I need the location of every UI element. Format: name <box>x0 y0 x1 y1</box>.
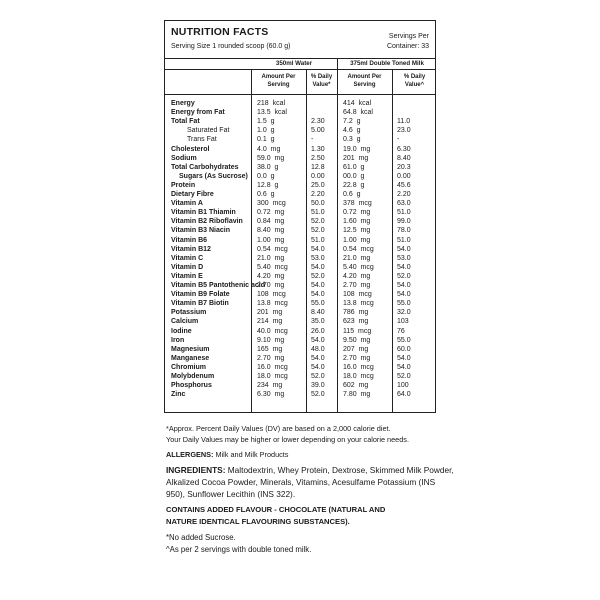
milk-amount: 4.6 g <box>343 127 361 135</box>
nutrient-name: Sodium <box>171 154 197 162</box>
milk-daily-value: 78.0 <box>397 227 411 235</box>
table-row <box>165 99 435 108</box>
table-row <box>165 263 435 272</box>
milk-daily-value: 11.0 <box>397 118 411 126</box>
subheader-text: Amount Per <box>261 74 296 80</box>
milk-amount: 602 mg <box>343 382 369 390</box>
table-row <box>165 208 435 217</box>
milk-daily-value: 8.40 <box>397 154 411 162</box>
table-row <box>165 290 435 299</box>
water-amount: 201 mg <box>257 309 283 317</box>
water-daily-value: 54.0 <box>311 263 325 271</box>
milk-amount: 207 mg <box>343 345 369 353</box>
nutrient-name: Dietary Fibre <box>171 191 214 198</box>
milk-daily-value: 64.0 <box>397 391 411 399</box>
table-row <box>165 327 435 336</box>
water-daily-value: 1.30 <box>311 145 325 153</box>
dv-note-line2: Your Daily Values may be higher or lower depending on your calorie needs. <box>166 435 409 444</box>
allergens <box>166 449 456 460</box>
milk-amount: 1.60 mg <box>343 218 371 226</box>
allergens-label: ALLERGENS: <box>166 450 214 459</box>
subheader-text: Value^ <box>404 81 425 88</box>
milk-amount: 2.70 mg <box>343 354 371 362</box>
milk-daily-value: 54.0 <box>397 282 411 289</box>
nutrient-name: Manganese <box>171 354 210 362</box>
milk-daily-value: 45.6 <box>397 181 411 189</box>
water-daily-value: 51.0 <box>311 209 325 217</box>
subheader-text: Serving <box>267 81 290 88</box>
milk-daily-value: 100 <box>397 382 409 390</box>
water-daily-value: 55.0 <box>311 300 325 308</box>
milk-daily-value: 55.0 <box>397 300 411 308</box>
milk-amount: 378 mcg <box>343 200 372 208</box>
milk-amount: 00.0 g <box>343 172 365 180</box>
milk-daily-value: - <box>397 136 400 144</box>
milk-amount: 1.00 mg <box>343 236 371 244</box>
milk-amount: 0.3 g <box>343 136 361 144</box>
nutrient-name: Magnesium <box>171 345 210 353</box>
milk-daily-value: 54.0 <box>397 263 411 271</box>
milk-daily-value: 52.0 <box>397 272 411 280</box>
water-daily-value: 26.0 <box>311 327 325 335</box>
water-amount: 13.5 kcal <box>257 109 287 117</box>
milk-daily-value: 2.20 <box>397 191 411 198</box>
allergens-value: Milk and Milk Products <box>213 450 289 459</box>
water-amount: 108 mcg <box>257 291 286 299</box>
milk-amount: 21.0 mg <box>343 254 371 262</box>
table-row <box>165 236 435 245</box>
water-daily-value: 54.0 <box>311 291 325 299</box>
subheader-text: % Daily <box>310 74 333 80</box>
table-row <box>165 245 435 254</box>
water-amount: 1.0 g <box>257 127 275 135</box>
table-row <box>165 163 435 172</box>
milk-amount: 0.54 mcg <box>343 245 374 253</box>
milk-amount: 5.40 mcg <box>343 263 374 271</box>
water-daily-value: 0.00 <box>311 172 325 180</box>
subheader-water-amount <box>251 74 306 89</box>
nutrient-name: Vitamin B1 Thiamin <box>171 209 236 217</box>
milk-daily-value: 20.3 <box>397 163 411 171</box>
milk-amount: 7.80 mg <box>343 391 371 399</box>
table-row <box>165 272 435 281</box>
milk-amount: 623 mg <box>343 318 369 326</box>
water-daily-value: 54.0 <box>311 336 325 344</box>
table-row <box>165 299 435 308</box>
ingredients-value: Maltodextrin, Whey Protein, Dextrose, Skimmed Milk Powder, Alkalized Cocoa Powder, Minerals, Vitamins, Acesulfame Potassium (INS 950), Sunflower Lecithin (INS 322). <box>166 465 454 499</box>
water-daily-value: 39.0 <box>311 382 325 390</box>
divider-header <box>165 58 435 59</box>
table-row <box>165 372 435 381</box>
nutrition-facts-panel <box>164 20 436 413</box>
milk-daily-value: 32.0 <box>397 309 411 317</box>
table-row <box>165 117 435 126</box>
milk-daily-value: 55.0 <box>397 336 411 344</box>
nutrient-name: Total Carbohydrates <box>171 163 239 171</box>
nutrient-name: Iron <box>171 336 185 344</box>
table-row <box>165 336 435 345</box>
servings-per-line2: Container: 33 <box>386 43 429 50</box>
nutrient-name: Potassium <box>171 309 207 317</box>
table-row <box>165 181 435 190</box>
milk-daily-value: 76 <box>397 327 405 335</box>
water-daily-value: 54.0 <box>311 363 325 371</box>
water-daily-value: 48.0 <box>311 345 325 353</box>
milk-daily-value: 54.0 <box>397 363 411 371</box>
servings-per-container <box>387 32 429 52</box>
subheader-text: Amount Per <box>347 74 382 80</box>
column-header-water: 350ml Water <box>275 60 313 67</box>
nutrient-name: Protein <box>171 181 196 189</box>
milk-amount: 61.0 g <box>343 163 365 171</box>
table-row <box>165 190 435 199</box>
water-amount: 165 mg <box>257 345 283 353</box>
subheader-text: Serving <box>353 81 376 88</box>
water-daily-value: 2.20 <box>311 191 325 198</box>
milk-amount: 786 mg <box>343 309 369 317</box>
water-daily-value: 52.0 <box>311 227 325 235</box>
table-row <box>165 381 435 390</box>
table-row <box>165 345 435 354</box>
water-amount: 234 mg <box>257 382 283 390</box>
water-amount: 8.40 mg <box>257 227 285 235</box>
water-amount: 13.8 mcg <box>257 300 288 308</box>
water-amount: 0.72 mg <box>257 209 285 217</box>
water-amount: 2.70 mg <box>257 282 285 289</box>
table-row <box>165 199 435 208</box>
divider-columns <box>165 69 435 70</box>
nutrient-name: Vitamin B2 Riboflavin <box>171 218 243 226</box>
subheader-text: Value* <box>312 81 331 88</box>
table-row <box>165 308 435 317</box>
water-amount: 6.30 mg <box>257 391 285 399</box>
subheader-milk-dv <box>392 74 437 89</box>
flavour-statement: CONTAINS ADDED FLAVOUR - CHOCOLATE (NATURAL AND NATURE IDENTICAL FLAVOURING SUBSTANCES). <box>166 505 386 526</box>
divider-subheader <box>165 94 435 95</box>
nutrient-name: Vitamin A <box>171 200 203 208</box>
nutrient-name: Chromium <box>171 363 206 371</box>
water-amount: 218 kcal <box>257 100 286 107</box>
milk-amount: 16.0 mcg <box>343 363 374 371</box>
nutrient-name: Vitamin B9 Folate <box>171 291 230 299</box>
nutrient-name: Vitamin B6 <box>171 236 208 244</box>
water-daily-value: 52.0 <box>311 373 325 380</box>
table-row <box>165 363 435 372</box>
table-row <box>165 254 435 263</box>
milk-amount: 201 mg <box>343 154 369 162</box>
milk-daily-value: 103 <box>397 318 409 326</box>
nutrient-name: Vitamin B3 Niacin <box>171 227 231 235</box>
nutrient-name: Vitamin D <box>171 263 204 271</box>
subheader-text: % Daily <box>403 74 426 80</box>
table-row <box>165 354 435 363</box>
milk-daily-value: 0.00 <box>397 172 411 180</box>
water-daily-value: 53.0 <box>311 254 325 262</box>
nutrient-name: Iodine <box>171 327 192 335</box>
water-amount: 0.6 g <box>257 191 275 198</box>
servings-per-line1: Servings Per <box>388 33 429 40</box>
milk-daily-value: 99.0 <box>397 218 411 226</box>
panel-title: NUTRITION FACTS <box>171 26 269 38</box>
nutrient-name: Vitamin B12 <box>171 245 211 253</box>
milk-daily-value: 6.30 <box>397 145 411 153</box>
table-row <box>165 281 435 290</box>
nutrient-name: Vitamin B5 Pantothenic acid <box>171 282 266 289</box>
milk-amount: 414 kcal <box>343 100 372 107</box>
table-row <box>165 172 435 181</box>
milk-amount: 12.5 mg <box>343 227 371 235</box>
water-daily-value: 2.50 <box>311 154 325 162</box>
milk-daily-value: 54.0 <box>397 291 411 299</box>
water-amount: 21.0 mg <box>257 254 285 262</box>
water-daily-value: 8.40 <box>311 309 325 317</box>
milk-daily-value: 52.0 <box>397 373 411 380</box>
no-sucrose-note: *No added Sucrose. <box>166 533 236 542</box>
water-amount: 0.1 g <box>257 136 275 144</box>
table-row <box>165 108 435 117</box>
milk-amount: 64.8 kcal <box>343 109 373 117</box>
nutrient-name: Vitamin B7 Biotin <box>171 300 229 308</box>
water-daily-value: 5.00 <box>311 127 325 135</box>
water-amount: 2.70 mg <box>257 354 285 362</box>
water-amount: 12.8 g <box>257 181 279 189</box>
nutrient-name: Energy <box>171 100 195 107</box>
table-row <box>165 145 435 154</box>
nutrient-name: Zinc <box>171 391 186 399</box>
water-amount: 59.0 mg <box>257 154 285 162</box>
ingredients <box>166 464 456 500</box>
milk-daily-value: 51.0 <box>397 209 411 217</box>
milk-daily-value: 51.0 <box>397 236 411 244</box>
water-amount: 1.5 g <box>257 118 275 126</box>
table-row <box>165 317 435 326</box>
column-header-milk: 375ml Double Toned Milk <box>350 60 424 67</box>
milk-daily-value: 53.0 <box>397 254 411 262</box>
water-amount: 1.00 mg <box>257 236 285 244</box>
water-amount: 214 mg <box>257 318 283 326</box>
table-row <box>165 135 435 144</box>
milk-daily-value: 54.0 <box>397 354 411 362</box>
water-daily-value: 54.0 <box>311 245 325 253</box>
water-daily-value: 25.0 <box>311 181 325 189</box>
water-daily-value: 54.0 <box>311 354 325 362</box>
water-daily-value: 52.0 <box>311 272 325 280</box>
water-amount: 0.0 g <box>257 172 275 180</box>
water-daily-value: 52.0 <box>311 218 325 226</box>
servings-note: ^As per 2 servings with double toned milk. <box>166 545 312 554</box>
water-daily-value: 12.8 <box>311 163 325 171</box>
nutrient-name: Cholesterol <box>171 145 210 153</box>
milk-amount: 115 mcg <box>343 327 372 335</box>
milk-amount: 18.0 mcg <box>343 373 374 380</box>
nutrient-name: Total Fat <box>171 118 200 126</box>
milk-amount: 9.50 mg <box>343 336 371 344</box>
milk-amount: 0.72 mg <box>343 209 371 217</box>
water-amount: 300 mcg <box>257 200 286 208</box>
subheader-water-dv <box>306 74 337 89</box>
milk-amount: 7.2 g <box>343 118 361 126</box>
milk-daily-value: 60.0 <box>397 345 411 353</box>
water-daily-value: 35.0 <box>311 318 325 326</box>
nutrient-name: Vitamin C <box>171 254 204 262</box>
water-amount: 18.0 mcg <box>257 373 288 380</box>
milk-amount: 4.20 mg <box>343 272 371 280</box>
label-notes <box>166 423 456 556</box>
milk-amount: 19.0 mg <box>343 145 371 153</box>
table-row <box>165 217 435 226</box>
milk-daily-value: 54.0 <box>397 245 411 253</box>
water-amount: 40.0 mcg <box>257 327 288 335</box>
water-amount: 4.0 mg <box>257 145 281 153</box>
serving-size: Serving Size 1 rounded scoop (60.0 g) <box>171 43 291 50</box>
milk-amount: 2.70 mg <box>343 282 371 289</box>
water-daily-value: 51.0 <box>311 236 325 244</box>
water-daily-value: 52.0 <box>311 391 325 399</box>
water-daily-value: 54.0 <box>311 282 325 289</box>
milk-amount: 108 mcg <box>343 291 372 299</box>
nutrient-name: Molybdenum <box>171 373 215 380</box>
water-daily-value: 50.0 <box>311 200 325 208</box>
milk-daily-value: 23.0 <box>397 127 411 135</box>
table-row <box>165 154 435 163</box>
nutrient-name: Saturated Fat <box>187 127 230 135</box>
subheader-milk-amount <box>337 74 392 89</box>
nutrient-name: Trans Fat <box>187 136 217 144</box>
ingredients-label: INGREDIENTS: <box>166 465 226 475</box>
table-row <box>165 226 435 235</box>
water-amount: 5.40 mcg <box>257 263 288 271</box>
table-row <box>165 126 435 135</box>
table-row <box>165 390 435 399</box>
water-amount: 16.0 mcg <box>257 363 288 371</box>
milk-amount: 0.6 g <box>343 191 361 198</box>
water-amount: 0.84 mg <box>257 218 285 226</box>
dv-note-line1: *Approx. Percent Daily Values (DV) are based on a 2,000 calorie diet. <box>166 424 391 433</box>
water-amount: 0.54 mcg <box>257 245 288 253</box>
milk-amount: 22.8 g <box>343 181 365 189</box>
water-amount: 4.20 mg <box>257 272 285 280</box>
nutrient-name: Phosphorus <box>171 382 212 390</box>
nutrient-name: Energy from Fat <box>171 109 225 117</box>
water-amount: 9.10 mg <box>257 336 285 344</box>
milk-amount: 13.8 mcg <box>343 300 374 308</box>
nutrient-name: Calcium <box>171 318 199 326</box>
nutrient-name: Vitamin E <box>171 272 203 280</box>
milk-daily-value: 63.0 <box>397 200 411 208</box>
water-daily-value: - <box>311 136 314 144</box>
water-amount: 38.0 g <box>257 163 279 171</box>
nutrient-name: Sugars (As Sucrose) <box>179 172 248 180</box>
water-daily-value: 2.30 <box>311 118 325 126</box>
